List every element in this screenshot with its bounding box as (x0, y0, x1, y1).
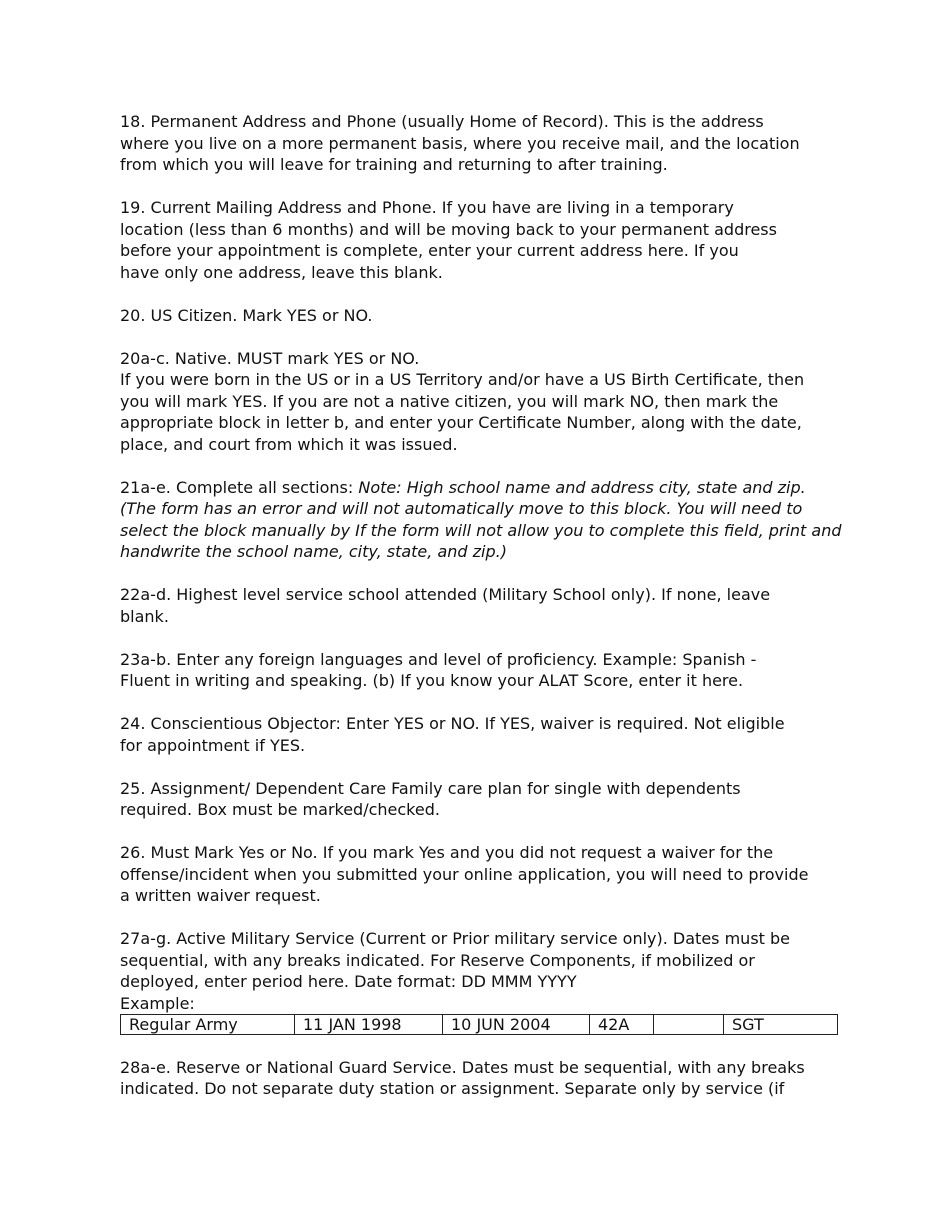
text-line: 20a-c. Native. MUST mark YES or NO. (120, 348, 420, 368)
text-line: deployed, enter period here. Date format: DD MMM YYYY (120, 972, 577, 991)
text-line: If you were born in the US or in a US Territory and/or have a US Birth Certificate, then (120, 370, 805, 389)
text-line: blank. (120, 606, 169, 626)
italic-note: (The form has an error and will not automatically move to this block. You will need to (120, 499, 803, 518)
text-line: 27a-g. Active Military Service (Current or Prior military service only). Dates must be (120, 929, 791, 948)
italic-note: select the block manually by If the form will not allow you to complete this field, print and (120, 520, 842, 540)
item-20a-c (120, 348, 845, 456)
text-line: 20. US Citizen. Mark YES or NO. (120, 305, 373, 325)
table-cell (654, 1015, 724, 1035)
item-20 (120, 305, 845, 327)
text-line (120, 477, 845, 499)
example-table (120, 1014, 838, 1035)
table-cell: SGT (724, 1015, 838, 1035)
text-line: 19. Current Mailing Address and Phone. If you have are living in a temporary (120, 198, 734, 217)
text-line: 28a-e. Reserve or National Guard Service. Dates must be sequential, with any breaks (120, 1057, 805, 1077)
document-page (120, 111, 845, 1121)
example-label: Example: (120, 993, 195, 1013)
text-line: 24. Conscientious Objector: Enter YES or NO. If YES, waiver is required. Not eligible (120, 714, 785, 733)
text-line: have only one address, leave this blank. (120, 262, 443, 282)
text-line: sequential, with any breaks indicated. For Reserve Components, if mobilized or (120, 950, 755, 970)
text-line: a written waiver request. (120, 886, 321, 905)
table-cell: Regular Army (121, 1015, 295, 1035)
text-line: from which you will leave for training and returning to after training. (120, 155, 668, 174)
item-26 (120, 842, 845, 907)
text-line: Fluent in writing and speaking. (b) If you know your ALAT Score, enter it here. (120, 671, 744, 690)
text-line: appropriate block in letter b, and enter your Certificate Number, along with the date, (120, 413, 802, 432)
text-line: location (less than 6 months) and will be moving back to your permanent address (120, 219, 777, 239)
text-line: required. Box must be marked/checked. (120, 800, 440, 819)
table-cell: 42A (590, 1015, 654, 1035)
text-line: where you live on a more permanent basis, where you receive mail, and the location (120, 133, 800, 153)
text-line: place, and court from which it was issued. (120, 434, 458, 454)
text-line: 18. Permanent Address and Phone (usually Home of Record). This is the address (120, 112, 764, 131)
text-line: 25. Assignment/ Dependent Care Family care plan for single with dependents (120, 778, 741, 798)
item-21a-e (120, 477, 845, 563)
item-28a-e (120, 1057, 845, 1100)
text-line: you will mark YES. If you are not a native citizen, you will mark NO, then mark the (120, 391, 779, 411)
item-prefix: 21a-e. Complete all sections: (120, 477, 359, 497)
item-18 (120, 111, 845, 176)
text-line: for appointment if YES. (120, 735, 306, 755)
table-row (121, 1015, 838, 1035)
text-line: 22a-d. Highest level service school attended (Military School only). If none, leave (120, 585, 771, 604)
item-19 (120, 197, 845, 283)
item-22a-d (120, 584, 845, 627)
item-25 (120, 778, 845, 821)
text-line: before your appointment is complete, enter your current address here. If you (120, 241, 739, 260)
table-cell: 11 JAN 1998 (295, 1015, 443, 1035)
item-27a-g (120, 928, 845, 1014)
italic-note: handwrite the school name, city, state, and zip.) (120, 542, 507, 561)
table-cell: 10 JUN 2004 (443, 1015, 590, 1035)
text-line: 26. Must Mark Yes or No. If you mark Yes and you did not request a waiver for the (120, 843, 774, 862)
text-line: 23a-b. Enter any foreign languages and level of proficiency. Example: Spanish - (120, 649, 757, 669)
item-23a-b (120, 649, 845, 692)
italic-note: Note: High school name and address city, state and zip. (358, 477, 806, 497)
text-line: offense/incident when you submitted your online application, you will need to provide (120, 864, 809, 884)
text-line: indicated. Do not separate duty station or assignment. Separate only by service (if (120, 1079, 785, 1098)
item-24 (120, 713, 845, 756)
